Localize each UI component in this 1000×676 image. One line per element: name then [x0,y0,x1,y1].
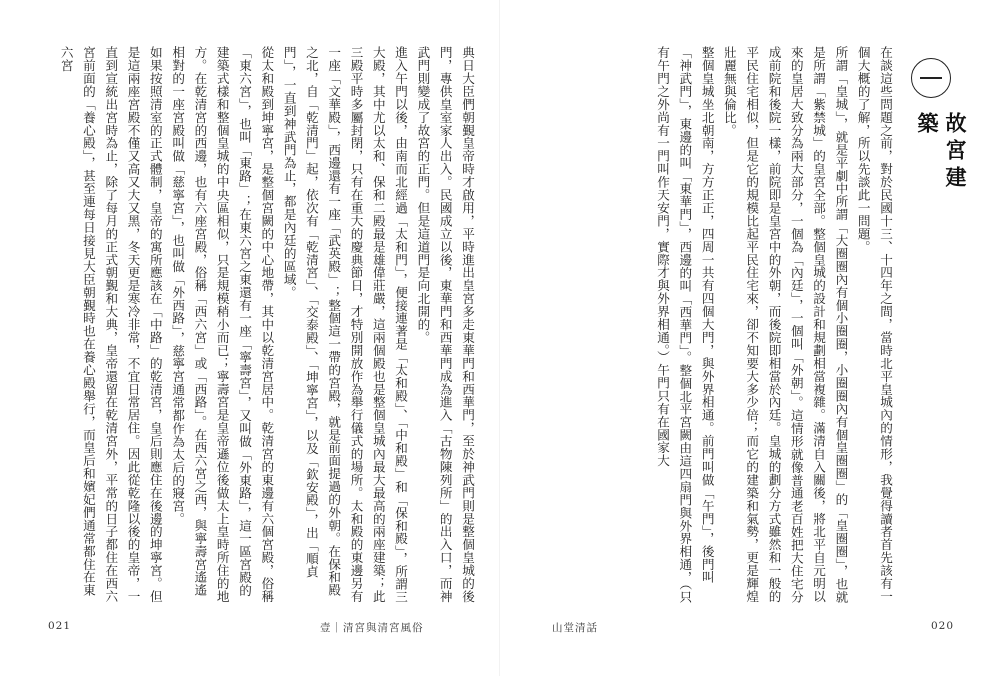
left-page-number: 021 [48,620,72,632]
left-paragraph-1: 典日大臣們朝覲皇帝時才啟用，平時進出皇宮多走東華門和西華門，至於神武門則是整個皇城的後門，專供皇室家人出入。民國成立以後，東華門和西華門成為進入「古物陳列所」的出入口，而神武門則變成了故宮的正門。但是這道門是向北開的。 [415,46,475,603]
left-running-head: 壹｜清宮與清宮風俗 [320,622,424,634]
right-paragraph-1: 在談這些問題之前，對於民國十三、十四年之間，當時北平皇城內的情形，我覺得讀者首先該有一個大概的了解，所以先談此一問題。 [855,46,893,603]
chapter-number-circle [911,58,951,98]
right-paragraph-3: 整個皇城坐北朝南，方方正正，四周一共有四個大門，與外界相通。前門叫做「午門」，後門叫「神武門」，東邊的叫「東華門」，西邊的叫「西華門」。整個北平宮闕由這四扇門與外界相通，（只有午門之外尚有一門叫作天安門，實際才與外界相通。）午門只有在國家大 [655,46,715,604]
chapter-title: 故宮建築 [915,112,968,193]
right-page-number: 020 [930,620,954,632]
right-page-body [572,46,896,608]
left-page-body [46,46,478,608]
left-paragraph-2: 進入午門以後，由南而北經過「太和門」，便接連著是「太和殿」、「中和殿」和「保和殿」，所謂三大殿，其中尤以太和、保和二殿最是雄偉莊嚴，這兩個殿也是整個皇城內最大最高的兩座建築；此三殿平時多屬封閉，只有在重大的慶典節日，才特別開放作為舉行儀式的場所。太和殿的東邊另有一座「文華殿」，西邊還有一座「武英殿」；整個這一帶的宮殿，就是前面提過的外朝。在保和殿之北，自「乾清門」起，依次有「乾清宮」、「交泰殿」、「坤寧宮」，以及「欽安殿」，出「順貞門」，一直到神武門為止，都是內廷的區域。 [281,46,409,604]
left-paragraph-3: 從太和殿到坤寧宮，是整個宮闕的中心地帶，其中以乾清宮居中。乾清宮的東邊有六個宮殿，俗稱「東六宮」，也叫「東路」；在東六宮之東還有一座「寧壽宮」，又叫做「外東路」，這一區宮殿的建築式樣和整個皇城的中央區相似，只是規模稍小而已；寧壽宮是皇帝遜位後做太上皇時所住的地方。在乾清宮的西邊，也有六座宮殿，俗稱「西六宮」或「西路」。在西六宮之西，與寧壽宮遙遙相對的一座宮殿叫做「慈寧宮」，也叫做「外西路」，慈寧宮通常都作為太后的寢宮。 [170,46,275,603]
right-running-head: 山堂清話 [552,622,598,634]
left-paragraph-4: 如果按照清室的正式體制，皇帝的寓所應該在「中路」的乾清宮，皇后則應住在後邊的坤寧宮。但是這兩座宮殿不僅又高又大又黑，冬天更是寒冷非常，不宜日常居住。因此從乾隆以後的皇帝，一直到宣統出宮時為止，除了每月的正式朝覲和大典，皇帝還留在乾清宮外，平常的日子都住在西六宮前面的「養心殿」，甚至連每日接見大臣朝覲時也在養心殿舉行，而皇后和嬪妃們通常都住在東六宮 [58,46,163,603]
chapter-heading [904,58,968,208]
right-page [500,0,1000,676]
chapter-number-glyph [920,77,942,79]
right-paragraph-2: 所謂「皇城」，就是平劇中所謂「大圈圈內有個小圈圈，小圈圈內有個皇圈圈」的「皇圈圈」，也就是所謂「紫禁城」的皇宮全部。整個皇城的設計和規劃相當複雜。滿清自入關後，將北平自元明以來的皇居大致分為兩大部分，一個為「內廷」，一個叫「外朝」。這情形就像普通老百姓把大住宅分成前院和後院一樣，前院即是皇宮中的外朝，而後院即相當於內廷。皇城的劃分方式雖然和一般的平民住宅相似，但是它的規模比起平民住宅來，卻不知要大多少倍；而它的建築和氣勢，更是輝煌壯麗無與倫比。 [721,46,849,604]
